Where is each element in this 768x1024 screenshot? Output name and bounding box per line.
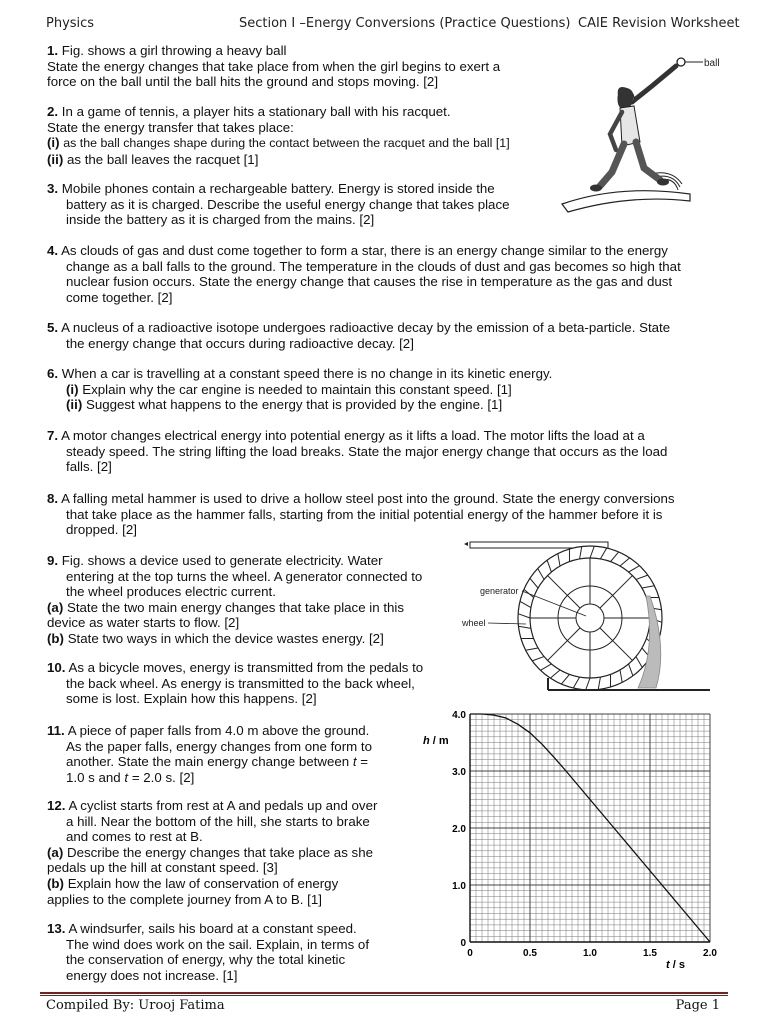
question-13 bbox=[47, 921, 369, 983]
ball-label: ball bbox=[704, 58, 720, 69]
question-12 bbox=[47, 798, 377, 907]
q6-number: 6. bbox=[47, 366, 59, 381]
q2-ii-label: (ii) bbox=[47, 151, 64, 167]
generator-label: generator bbox=[480, 586, 519, 596]
q2-i-text: as the ball changes shape during the contact between the racquet and the ball [1] bbox=[63, 136, 510, 151]
q4-line3: nuclear fusion occurs. State the energy change that causes the rise in temperature as the gas and dust bbox=[66, 274, 673, 290]
q11-t2: t bbox=[124, 769, 129, 785]
q9-a-label: (a) bbox=[47, 599, 64, 615]
question-4 bbox=[47, 243, 681, 305]
q12-a-label: (a) bbox=[47, 844, 64, 860]
q10-line1: As a bicycle moves, energy is transmitted from the pedals to bbox=[68, 660, 424, 675]
q13-number: 13. bbox=[47, 921, 66, 936]
x-tick-label: 1.0 bbox=[583, 948, 597, 959]
q5-line1: A nucleus of a radioactive isotope undergoes radioactive decay by the emission of a beta-particle. State bbox=[61, 320, 671, 335]
q8-line3: dropped. [2] bbox=[66, 522, 137, 538]
q11-line1: A piece of paper falls from 4.0 m above the ground. bbox=[67, 723, 370, 738]
question-5 bbox=[47, 320, 670, 351]
q2-i-label: (i) bbox=[47, 135, 60, 151]
y-tick-labels bbox=[452, 710, 466, 949]
q9-b-text: State two ways in which the device wastes energy. [2] bbox=[67, 630, 384, 646]
header-section: Section I –Energy Conversions (Practice Questions) bbox=[239, 16, 571, 31]
girl-throwing-figure bbox=[560, 44, 730, 224]
q5-line2: the energy change that occurs during radioactive decay. [2] bbox=[66, 335, 414, 351]
y-tick-label: 1.0 bbox=[452, 881, 466, 892]
q6-i-label: (i) bbox=[66, 381, 79, 397]
question-6 bbox=[47, 366, 552, 413]
x-tick-label: 0.5 bbox=[523, 948, 537, 959]
q9-b-label: (b) bbox=[47, 630, 64, 646]
x-tick-label: 0 bbox=[467, 948, 473, 959]
q6-line1: When a car is travelling at a constant speed there is no change in its kinetic energy. bbox=[61, 366, 553, 381]
q3-line3: inside the battery as it is charged from the mains. [2] bbox=[66, 212, 375, 228]
x-tick-labels bbox=[467, 948, 717, 959]
q12-b-text1: Explain how the law of conservation of energy bbox=[67, 875, 339, 891]
y-tick-label: 3.0 bbox=[452, 767, 466, 778]
footer-rule bbox=[40, 992, 728, 994]
x-tick-label: 1.5 bbox=[643, 948, 657, 959]
y-tick-label: 4.0 bbox=[452, 710, 466, 721]
q9-line3: the wheel produces electric current. bbox=[66, 584, 276, 600]
question-8 bbox=[47, 491, 675, 538]
footer-page-number: Page 1 bbox=[675, 998, 720, 1013]
question-3 bbox=[47, 181, 510, 228]
q2-line1: In a game of tennis, a player hits a stationary ball with his racquet. bbox=[61, 104, 451, 119]
q3-line1: Mobile phones contain a rechargeable battery. Energy is stored inside the bbox=[61, 181, 495, 196]
q10-line3: some is lost. Explain how this happens. [2] bbox=[66, 691, 317, 707]
q13-line4: energy does not increase. [1] bbox=[66, 967, 238, 983]
y-axis-label: h / m bbox=[423, 735, 449, 747]
question-1 bbox=[47, 43, 500, 90]
q11-t1: t bbox=[352, 754, 357, 770]
q10-line2: the back wheel. As energy is transmitted to the back wheel, bbox=[66, 675, 415, 691]
question-7 bbox=[47, 428, 667, 475]
q9-line1: Fig. shows a device used to generate electricity. Water bbox=[61, 553, 383, 568]
question-2 bbox=[47, 104, 510, 167]
q1-line1: Fig. shows a girl throwing a heavy ball bbox=[61, 43, 287, 58]
q10-number: 10. bbox=[47, 660, 66, 675]
q7-line1: A motor changes electrical energy into potential energy as it lifts a load. The motor lifts the load at a bbox=[61, 428, 645, 443]
height-time-graph bbox=[410, 700, 730, 980]
q6-i-text: Explain why the car engine is needed to maintain this constant speed. [1] bbox=[82, 381, 512, 397]
question-11 bbox=[47, 723, 372, 785]
q12-number: 12. bbox=[47, 798, 66, 813]
ball-icon bbox=[677, 58, 685, 66]
q5-number: 5. bbox=[47, 320, 59, 335]
q11-eq1: = bbox=[356, 754, 369, 770]
q13-line1: A windsurfer, sails his board at a constant speed. bbox=[68, 921, 357, 936]
question-10 bbox=[47, 660, 423, 707]
q12-a-text1: Describe the energy changes that take place as she bbox=[66, 844, 373, 860]
q11-line4b: = 2.0 s. [2] bbox=[128, 769, 195, 785]
ground-arc bbox=[562, 191, 690, 212]
q6-ii-label: (ii) bbox=[66, 397, 83, 413]
q1-line2: State the energy changes that take place from when the girl begins to exert a bbox=[47, 58, 501, 74]
x-axis-label: t / s bbox=[666, 959, 685, 971]
wheel-label: wheel bbox=[462, 618, 486, 628]
q1-number: 1. bbox=[47, 43, 59, 58]
footer-compiled-by: Compiled By: Urooj Fatima bbox=[46, 998, 225, 1013]
q11-number: 11. bbox=[47, 723, 65, 738]
q8-number: 8. bbox=[47, 491, 59, 506]
q9-line2: entering at the top turns the wheel. A generator connected to bbox=[66, 568, 423, 584]
q9-a-text1: State the two main energy changes that take place in this bbox=[66, 599, 405, 615]
q9-a-text2: device as water starts to flow. [2] bbox=[47, 615, 240, 631]
y-tick-label: 0 bbox=[460, 938, 466, 949]
q13-line2: The wind does work on the sail. Explain, in terms of bbox=[66, 936, 370, 952]
q1-line3: force on the ball until the ball hits the ground and stops moving. [2] bbox=[47, 74, 439, 90]
q12-line1: A cyclist starts from rest at A and pedals up and over bbox=[68, 798, 378, 813]
water-wheel-figure bbox=[460, 538, 720, 700]
wheel-hub bbox=[576, 604, 604, 632]
q8-line2: that take place as the hammer falls, starting from the initial potential energy of the hammer before it is bbox=[66, 506, 663, 522]
q7-line3: falls. [2] bbox=[66, 459, 112, 475]
q12-line3: and comes to rest at B. bbox=[66, 829, 203, 845]
q11-line4a: 1.0 s and bbox=[66, 769, 121, 785]
header-worksheet: CAIE Revision Worksheet bbox=[578, 16, 740, 31]
q3-number: 3. bbox=[47, 181, 59, 196]
q11-line3: another. State the main energy change between bbox=[66, 754, 350, 770]
q6-ii-text: Suggest what happens to the energy that is provided by the engine. [1] bbox=[85, 397, 503, 413]
q4-line2: change as a ball falls to the ground. The temperature in the clouds of dust and gas becomes so high that bbox=[66, 258, 681, 274]
q7-line2: steady speed. The string lifting the load breaks. State the major energy change that occurs as the load bbox=[66, 443, 668, 459]
q11-line2: As the paper falls, energy changes from one form to bbox=[66, 738, 372, 754]
x-tick-label: 2.0 bbox=[703, 948, 717, 959]
q2-line2: State the energy transfer that takes place: bbox=[47, 119, 294, 135]
header-subject: Physics bbox=[46, 16, 95, 31]
q2-ii-text: as the ball leaves the racquet [1] bbox=[66, 151, 259, 167]
q4-line1: As clouds of gas and dust come together to form a star, there is an energy change similar to the energy bbox=[61, 243, 668, 258]
q4-number: 4. bbox=[47, 243, 59, 258]
q2-number: 2. bbox=[47, 104, 59, 119]
q9-number: 9. bbox=[47, 553, 59, 568]
q12-b-label: (b) bbox=[47, 875, 64, 891]
footer-rule-thin bbox=[40, 995, 728, 996]
q12-line2: a hill. Near the bottom of the hill, she starts to brake bbox=[66, 813, 370, 829]
q12-a-text2: pedals up the hill at constant speed. [3] bbox=[47, 860, 278, 876]
q13-line3: the conservation of energy, why the total kinetic bbox=[66, 952, 346, 968]
q12-b-text2: applies to the complete journey from A to B. [1] bbox=[47, 891, 322, 907]
q7-number: 7. bbox=[47, 428, 59, 443]
q8-line1: A falling metal hammer is used to drive a hollow steel post into the ground. State the energy conversions bbox=[61, 491, 675, 506]
q4-line4: come together. [2] bbox=[66, 289, 173, 305]
water-inlet-arrow bbox=[464, 542, 468, 546]
y-tick-label: 2.0 bbox=[452, 824, 466, 835]
question-9 bbox=[47, 553, 422, 647]
q3-line2: battery as it is charged. Describe the useful energy change that takes place bbox=[66, 196, 510, 212]
